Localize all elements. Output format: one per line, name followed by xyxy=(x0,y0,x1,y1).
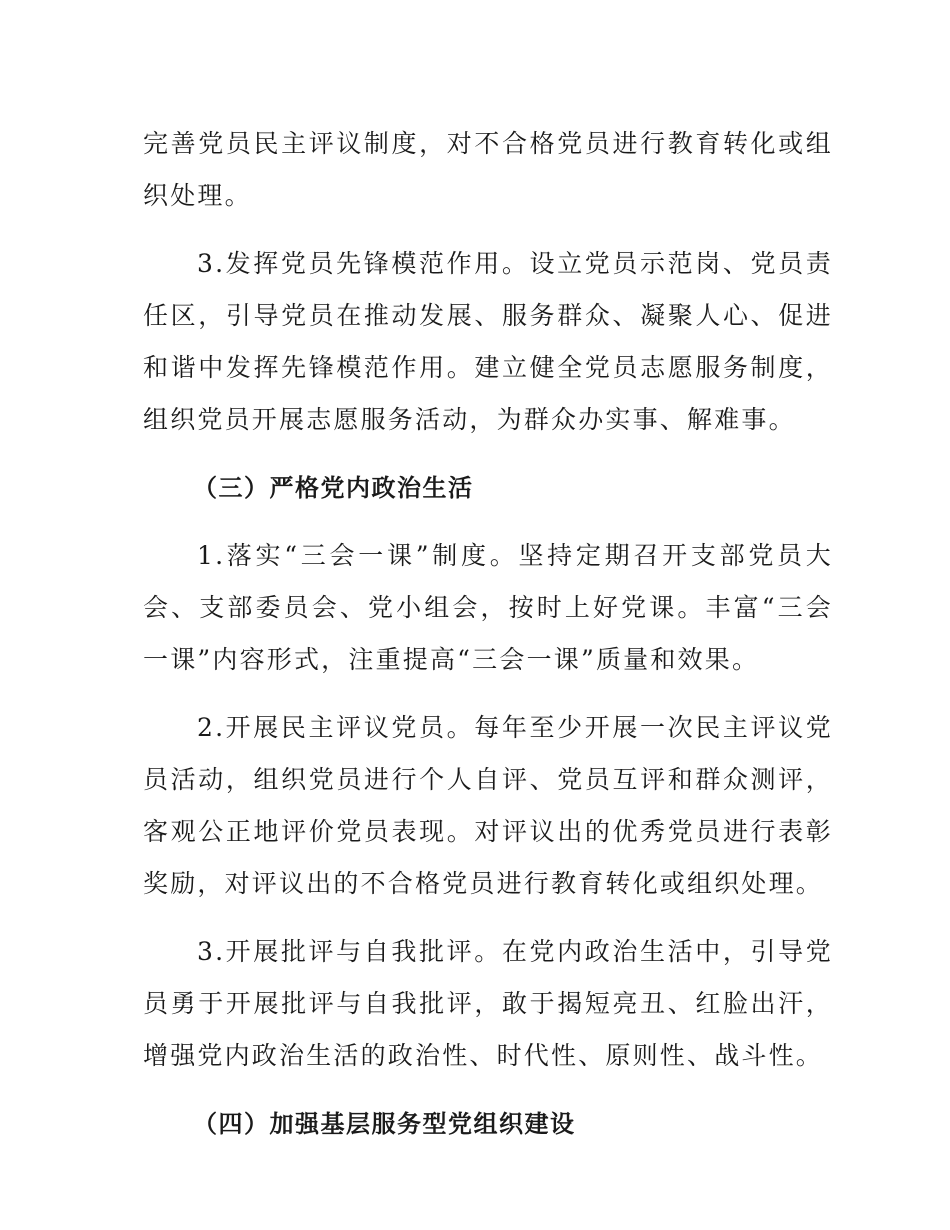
paragraph-pioneer-role: 3.发挥党员先锋模范作用。设立党员示范岗、党员责任区，引导党员在推动发展、服务群众、凝聚人心、促进和谐中发挥先锋模范作用。建立健全党员志愿服务制度，组织党员开展志愿服务活动，为群众办实事、解难事。 xyxy=(143,249,833,434)
section-heading-4: （四）加强基层服务型党组织建设 xyxy=(193,1110,576,1138)
document-body xyxy=(143,118,833,1150)
paragraph-three-meetings: 1.落实“三会一课”制度。坚持定期召开支部党员大会、支部委员会、党小组会，按时上好党课。丰富“三会一课”内容形式，注重提高“三会一课”质量和效果。 xyxy=(143,541,833,674)
paragraph-criticism: 3.开展批评与自我批评。在党内政治生活中，引导党员勇于开展批评与自我批评，敢于揭短亮丑、红脸出汗，增强党内政治生活的政治性、时代性、原则性、战斗性。 xyxy=(143,937,833,1070)
section-heading-3: （三）严格党内政治生活 xyxy=(193,474,474,502)
paragraph-continuation: 完善党员民主评议制度，对不合格党员进行教育转化或组织处理。 xyxy=(143,129,833,210)
paragraph-democratic-review: 2.开展民主评议党员。每年至少开展一次民主评议党员活动，组织党员进行个人自评、党员互评和群众测评，客观公正地评价党员表现。对评议出的优秀党员进行表彰奖励，对评议出的不合格党员进行教育转化或组织处理。 xyxy=(143,713,833,898)
